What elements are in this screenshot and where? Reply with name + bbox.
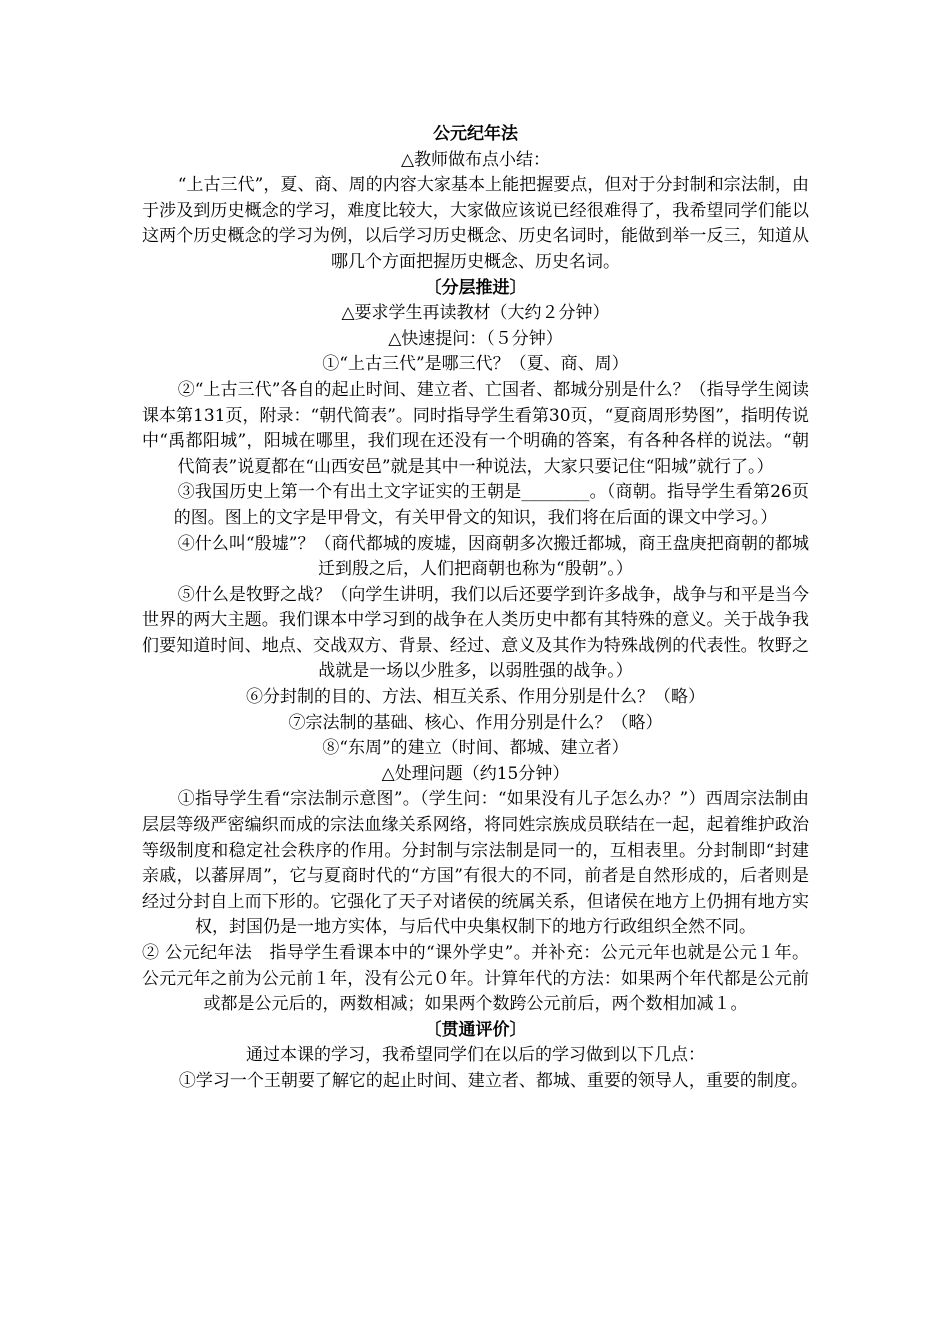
section-heading-evaluation: 〔贯通评价〕 [424,1019,527,1040]
evaluation-point-1: ①学习一个王朝要了解它的起止时间、建立者、都城、重要的领导人，重要的制度。 [178,1070,808,1091]
document-page [142,122,809,1095]
problem-1: ①指导学生看“宗法制示意图”。（学生问：“如果没有儿子怎么办？”）西周宗法制由层层等级严密编织而成的宗法血缘关系网络，将同姓宗族成员联结在一起，起着维护政治等级制度和稳定社会秩序的作用。分封制与宗法制是同一的，互相表里。分封制即“封建亲戚，以蕃屏周”，它与夏商时代的“方国”有很大的不同，前者是自然形成的，后者则是经过分封自上而下形的。它强化了天子对诸侯的统属关系，但诸侯在地方上仍拥有地方实权，封国仍是一地方实体，与后代中央集权制下的地方行政组织全然不同。 [142,789,809,938]
summary-heading: △教师做布点小结： [400,149,551,170]
reread-instruction: △要求学生再读教材（大约２分钟） [341,303,610,324]
question-2: ②“上古三代”各自的起止时间、建立者、亡国者、都城分别是什么？（指导学生阅读课本第131页，附录：“朝代简表”。同时指导学生看第30页，“夏商周形势图”，指明传说中“禹都阳城”，阳城在哪里，我们现在还没有一个明确的答案，有各种各样的说法。“朝代简表”说夏都在“山西安邑”就是其中一种说法，大家只要记住“阳城”就行了。） [142,379,809,477]
question-7: ⑦宗法制的基础、核心、作用分别是什么？（略） [288,712,663,733]
question-3: ③我国历史上第一个有出土文字证实的王朝是________。（商朝。指导学生看第26页的图。图上的文字是甲骨文，有关甲骨文的知识，我们将在后面的课文中学习。） [173,482,809,528]
question-4: ④什么叫“殷墟”？（商代都城的废墟，因商朝多次搬迁都城，商王盘庚把商朝的都城迁到殷之后，人们把商朝也称为“殷朝”。） [177,533,809,580]
question-1: ①“上古三代”是哪三代？（夏、商、周） [322,354,629,375]
problem-handling-heading: △处理问题（约15分钟） [381,763,570,784]
quick-question-heading: △快速提问：（５分钟） [388,328,563,349]
evaluation-intro: 通过本课的学习，我希望同学们在以后的学习做到以下几点： [246,1045,705,1066]
page-title: 公元纪年法 [433,124,518,144]
problem-2: ② 公元纪年法 指导学生看课本中的“课外学史”。并补充：公元元年也就是公元１年。公元元年之前为公元前１年，没有公元０年。计算年代的方法：如果两个年代都是公元前或都是公元后的，两数相减；如果两个数跨公元前后，两个数相加减１。 [142,943,809,1015]
summary-paragraph: “上古三代”，夏、商、周的内容大家基本上能把握要点，但对于分封制和宗法制，由于涉及到历史概念的学习，难度比较大，大家做应该说已经很难得了，我希望同学们能以这两个历史概念的学习为例，以后学习历史概念、历史名词时，能做到举一反三，知道从哪几个方面把握历史概念、历史名词。 [142,175,809,272]
section-heading-layered: 〔分层推进〕 [424,277,527,298]
question-5: ⑤什么是牧野之战？（向学生讲明，我们以后还要学到许多战争，战争与和平是当今世界的两大主题。我们课本中学习到的战争在人类历史中都有其特殊的意义。关于战争我们要知道时间、地点、交战双方、背景、经过、意义及其作为特殊战例的代表性。牧野之战就是一场以少胜多，以弱胜强的战争。） [142,584,809,682]
question-8: ⑧“东周”的建立（时间、都城、建立者） [322,738,629,759]
question-6: ⑥分封制的目的、方法、相互关系、作用分别是什么？（略） [246,687,705,708]
